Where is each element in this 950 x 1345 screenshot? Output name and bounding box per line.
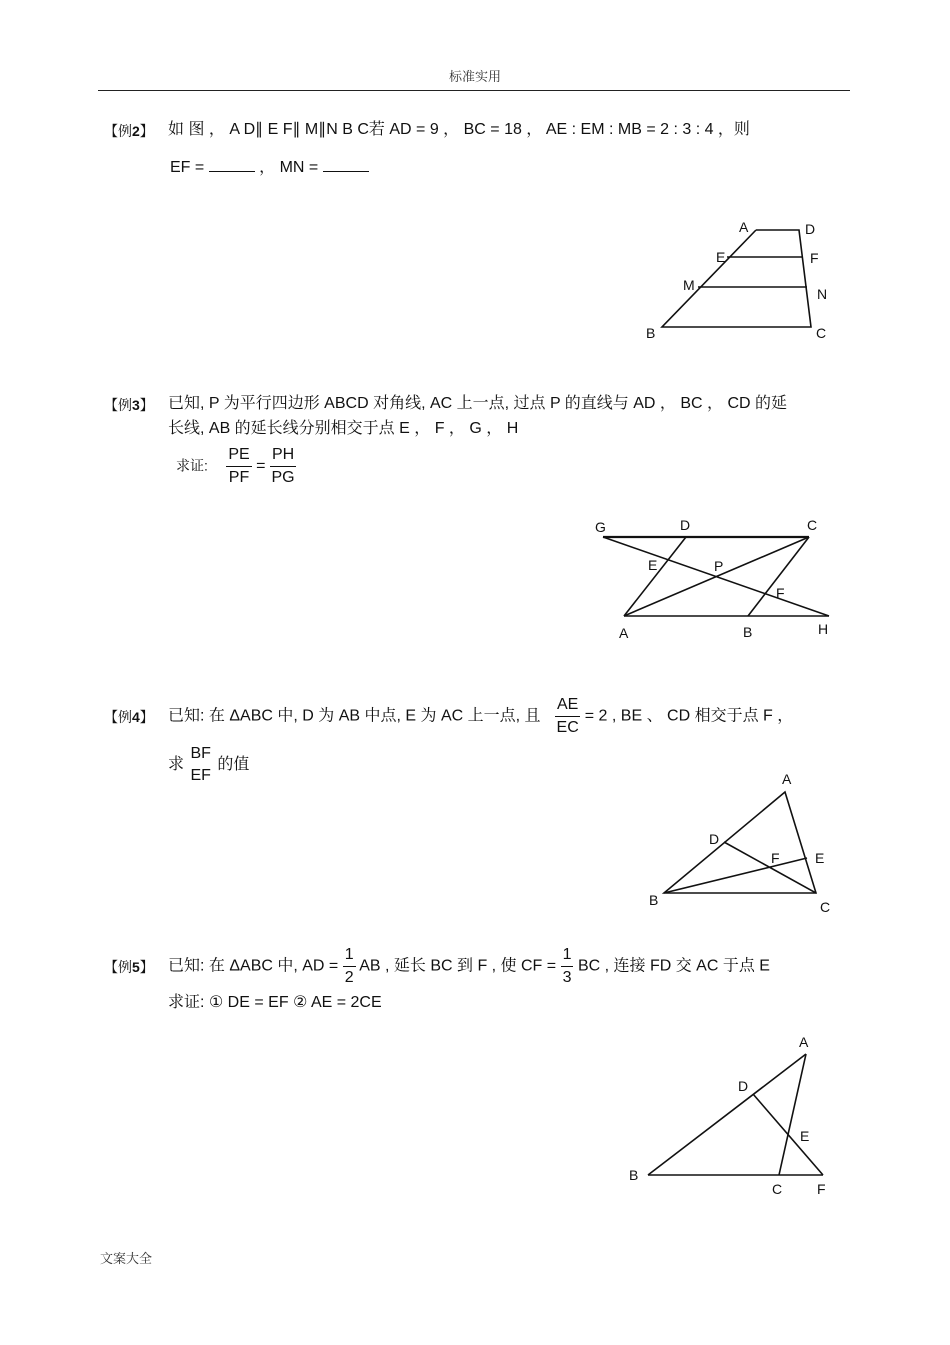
point-f-label: F	[810, 250, 819, 266]
point-n-label: N	[817, 286, 828, 302]
ef-label: EF =	[170, 159, 209, 176]
label-open: 【例	[104, 397, 132, 413]
label-num: 5	[132, 959, 140, 975]
mn-label: ， MN =	[259, 159, 323, 176]
page-header: 标准实用	[448, 69, 501, 84]
line-1-part-c: BC , 连接 FD 交 AC 于点 E	[577, 957, 770, 975]
point-d-label: D	[738, 1078, 749, 1094]
point-a-label: A	[799, 1034, 809, 1050]
label-open: 【例	[104, 709, 132, 725]
example-3-figure	[585, 510, 845, 645]
point-c-label: C	[807, 517, 818, 533]
point-b-label: B	[646, 325, 656, 341]
line-2-part-b: 的值	[217, 756, 250, 774]
point-a-label: A	[739, 219, 749, 235]
equals-sign: =	[256, 457, 266, 475]
point-d-label: D	[680, 517, 691, 533]
point-c-label: C	[820, 899, 831, 915]
point-a-label: A	[619, 625, 629, 641]
example-2-label	[104, 121, 154, 141]
page-footer: 文案大全	[100, 1251, 153, 1266]
line-gh	[603, 537, 829, 616]
point-b-label: B	[629, 1167, 639, 1183]
point-f-label: F	[771, 850, 780, 866]
fraction-one-half: $\frac{1}{2}$	[344, 946, 354, 986]
label-close: 】	[139, 959, 154, 975]
proof-label: 求证:	[176, 457, 208, 474]
side-bc	[748, 537, 809, 616]
example-5-line-1	[168, 944, 770, 989]
example-3-label	[104, 395, 154, 415]
point-c-label: C	[816, 325, 827, 341]
example-5-label	[104, 957, 154, 977]
point-d-label: D	[709, 831, 720, 847]
line-1-part-b: = 2 , BE 、 CD 相交于点 F ，	[584, 707, 794, 725]
point-e-label: E	[815, 850, 825, 866]
example-4-figure	[640, 768, 840, 923]
point-g-label: G	[595, 519, 606, 535]
point-b-label: B	[743, 624, 753, 640]
mn-blank	[323, 157, 369, 172]
example-3-line-1: 已知, P 为平行四边形 ABCD 对角线, AC 上一点, 过点 P 的直线与 AD ， BC ， CD 的延	[168, 395, 788, 412]
point-e-label: E	[800, 1128, 810, 1144]
example-4-line-2	[168, 743, 249, 787]
fraction-ae-ec: $\frac{AE}{EC}$	[556, 696, 579, 736]
point-m-label: M	[683, 277, 695, 293]
point-e-label: E	[648, 557, 658, 573]
point-f-label: F	[776, 585, 785, 601]
label-num: 2	[132, 123, 140, 139]
segment-df	[753, 1094, 823, 1175]
label-num: 4	[132, 709, 140, 725]
point-c-label: C	[772, 1181, 783, 1197]
label-open: 【例	[104, 123, 132, 139]
side-ad	[624, 537, 686, 616]
point-b-label: B	[649, 892, 659, 908]
label-close: 】	[139, 397, 154, 413]
example-2-line-1: 如 图 ， A D∥ E F∥ M∥N B C若 AD = 9 ， BC = 18 ， AE : EM : MB = 2 : 3 : 4 ，则	[168, 121, 750, 138]
point-p-label: P	[714, 558, 724, 574]
example-3-line-2: 长线, AB 的延长线分别相交于点 E ， F ， G ， H	[168, 420, 519, 437]
example-4-label	[104, 707, 154, 727]
label-open: 【例	[104, 959, 132, 975]
ef-blank	[209, 157, 255, 172]
line-1-part-a: 已知: 在 ΔABC 中, D 为 AB 中点, E 为 AC 上一点, 且	[168, 707, 541, 725]
example-2-line-2	[170, 157, 369, 178]
line-1-part-a: 已知: 在 ΔABC 中, AD =	[168, 957, 339, 975]
label-num: 3	[132, 397, 140, 413]
fraction-ph-pg: $\frac{PH}{PG}$	[271, 446, 295, 486]
point-f-label: F	[817, 1181, 826, 1197]
point-e-label: E	[716, 249, 726, 265]
label-close: 】	[139, 709, 154, 725]
example-3-proof	[176, 444, 296, 489]
line-2-part-a: 求	[168, 756, 185, 774]
point-h-label: H	[818, 621, 829, 637]
example-2-figure	[640, 215, 840, 345]
header-rule	[98, 90, 850, 91]
label-close: 】	[139, 123, 154, 139]
example-5-figure	[620, 1030, 840, 1200]
line-1-part-b: AB , 延长 BC 到 F , 使 CF =	[359, 957, 557, 975]
fraction-one-third: $\frac{1}{3}$	[562, 946, 572, 986]
point-a-label: A	[782, 771, 792, 787]
example-4-line-1	[168, 694, 793, 739]
point-d-label: D	[805, 221, 816, 237]
fraction-pe-pf: $\frac{PE}{PF}$	[228, 446, 250, 486]
example-5-line-2: 求证: ① DE = EF ② AE = 2CE	[168, 994, 382, 1011]
triangle-abc	[664, 792, 816, 893]
fraction-bf-ef: BF EF	[190, 745, 211, 784]
